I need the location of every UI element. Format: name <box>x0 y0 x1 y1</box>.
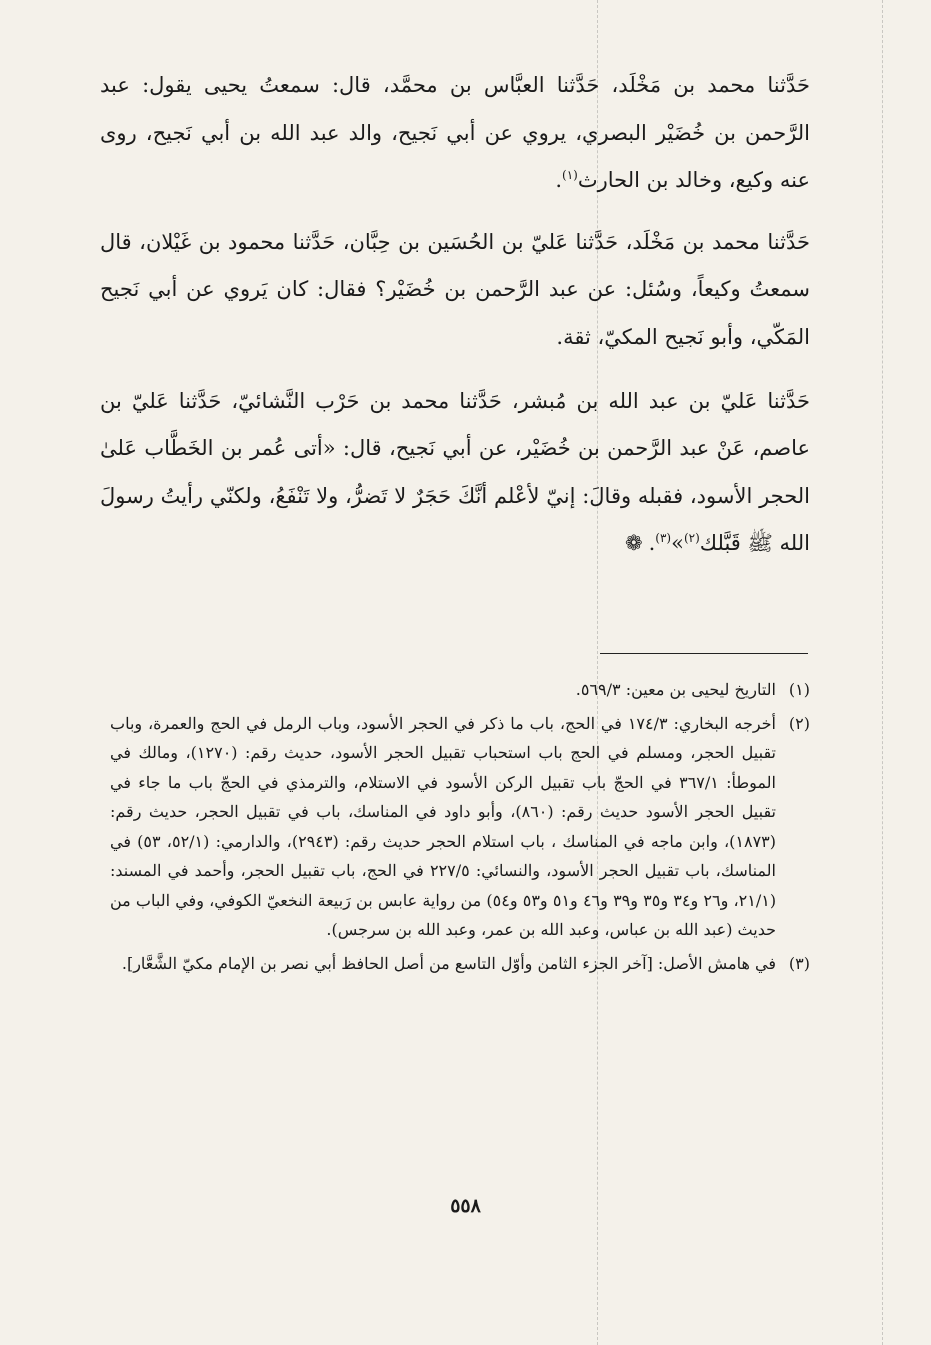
footnote-2 <box>110 709 810 945</box>
paragraph-2-text: حَدَّثنا محمد بن مَخْلَد، حَدَّثنا عَليّ بن الحُسَين بن حِبَّان، حَدَّثنا محمود بن غَيْلان، قال سمعتُ وكيعاً، وسُئل: عن عبد الرَّحمن بن خُضَيْر؟ فقال: كان يَروي عن أبي نَجيح المَكّي، وأبو نَجيح المكيّ، ثقة. <box>100 229 810 349</box>
footnote-ref-1[interactable]: (١) <box>562 168 578 183</box>
footnotes <box>110 675 810 978</box>
footnote-ref-3[interactable]: (٣) <box>655 531 672 546</box>
paragraph-3-end: . <box>648 531 656 556</box>
paragraph-1-end: . <box>555 168 563 193</box>
footnote-text: أخرجه البخاري: ١٧٤/٣ في الحج، باب ما ذكر في الحجر الأسود، وباب الرمل في الحج والعمرة، وباب تقبيل الحجر، ومسلم في الحج باب استحباب تقبيل الحجر الأسود، حديث رقم: (١٢٧٠)، ومالك في الموطأ: ٣٦٧/١ في الحجّ باب تقبيل الركن الأسود في الاستلام، والترمذي في الحجّ باب ما جاء في تقبيل الحجر الأسود حديث رقم: (٨٦٠)، وأبو داود في المناسك، باب في تقبيل الحجر، حديث رقم: (١٨٧٣)، وابن ماجه في المناسك ، باب استلام الحجر حديث رقم: (٢٩٤٣)، والدارمي: (٥٢/١، ٥٣) في المناسك، باب تقبيل الحجر الأسود، والنسائي: ٢٢٧/٥ في الحج، باب تقبيل الحجر، وأحمد في المسند: (٢١/١، و٢٦ و٣٤ و٣٥ و٣٩ و٤٦ و٥١ و٥٣ و٥٤) من رواية عابس بن رَبيعة النخعيّ الكوفي، وفي الباب من حديث (عبد الله بن عباس، وعبد الله بن عمر، وعبد الله بن سرجس). <box>110 713 777 939</box>
footnote-separator <box>600 653 808 654</box>
footnote-number: (٢) <box>788 713 810 733</box>
footnote-number: (١) <box>788 680 810 699</box>
page-number: ٥٥٨ <box>450 1195 481 1217</box>
footnote-3 <box>110 949 810 979</box>
footnote-1 <box>110 675 810 705</box>
end-ornament-icon: ❁ <box>624 531 643 556</box>
quote-close-mark: » <box>671 531 684 556</box>
footnote-number: (٣) <box>788 953 810 973</box>
paragraph-1-text: حَدَّثنا محمد بن مَخْلَد، حَدَّثنا العبَّاس بن محمَّد، قال: سمعتُ يحيى يقول: عبد الرَّحمن بن خُضَيْر البصري، يروي عن أبي نَجيح، والد عبد الله بن أبي نَجيح، روى عنه وكيع، وخالد بن الحارث <box>100 73 810 193</box>
paragraph-2 <box>100 219 810 362</box>
footnote-ref-2[interactable]: (٢) <box>683 531 700 546</box>
scan-streak <box>882 0 883 1345</box>
paragraph-1 <box>100 62 810 205</box>
paragraph-3-text: حَدَّثنا عَليّ بن عبد الله بن مُبشر، حَدَّثنا محمد بن حَرْب النَّشائيّ، حَدَّثنا عَليّ بن عاصم، عَنْ عبد الرَّحمن بن خُضَيْر، عن أبي نَجيح، قال: «أتى عُمر بن الخَطَّاب عَلىٰ الحجر الأسود، فقبله وقالَ: إنيّ لأعْلم أنَّكَ حَجَرٌ لا تَضرُّ، ولا تَنْفَعُ، ولكنّي رأيتُ رسولَ الله ﷺ قَبَّلك <box>100 388 810 556</box>
main-text <box>100 62 810 568</box>
paragraph-3 <box>100 378 810 568</box>
footnote-text: في هامش الأصل: [آخر الجزء الثامن وأوّل التاسع من أصل الحافظ أبي نصر بن الإمام مكيّ الشَّعَّار]. <box>121 953 776 973</box>
footnote-text: التاريخ ليحيى بن معين: ٥٦٩/٣. <box>575 680 776 699</box>
